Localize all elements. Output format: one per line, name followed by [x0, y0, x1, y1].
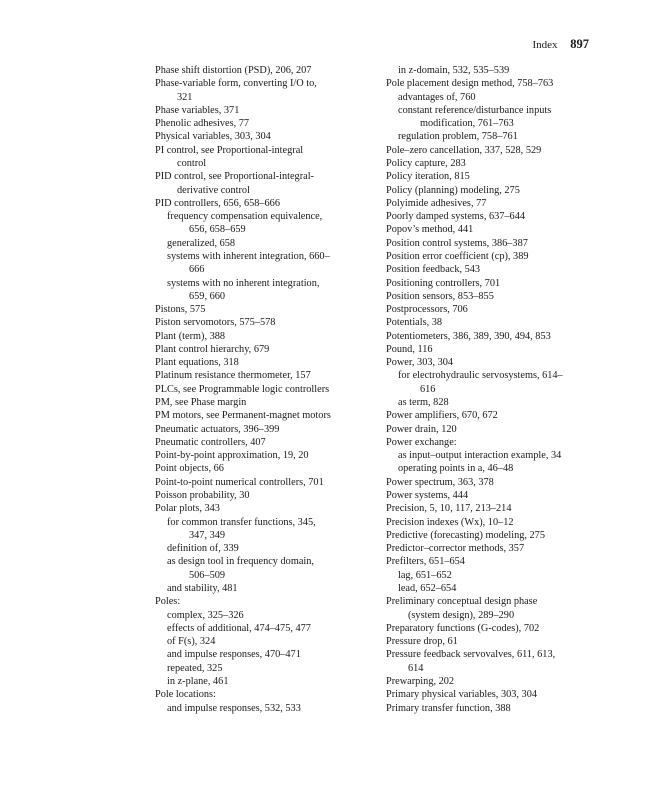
header-index-label: Index: [532, 39, 558, 51]
index-entry: [155, 77, 365, 104]
index-subentry: [155, 635, 365, 648]
index-entry: [386, 675, 596, 688]
entry-line: PM, see Phase margin: [155, 397, 247, 409]
index-subentry: [155, 662, 365, 675]
entry-line: advantages of, 760: [398, 91, 476, 103]
index-entry: [155, 449, 365, 462]
index-subentry: [155, 622, 365, 635]
index-entry: [386, 555, 596, 568]
entry-line: for common transfer functions, 345,: [167, 516, 316, 528]
index-entry: [386, 277, 596, 290]
running-header: [532, 37, 589, 52]
entry-line: Predictive (forecasting) modeling, 275: [386, 529, 545, 541]
entry-line: repeated, 325: [167, 662, 223, 674]
entry-continuation-line: control: [177, 157, 207, 169]
entry-line: Point objects, 66: [155, 463, 224, 475]
entry-line: Primary transfer function, 388: [386, 702, 511, 714]
index-entry: [155, 423, 365, 436]
entry-continuation-line: derivative control: [177, 184, 250, 196]
index-entry: [386, 263, 596, 276]
index-subentry: [155, 609, 365, 622]
index-entry: [155, 343, 365, 356]
entry-line: Phase shift distortion (PSD), 206, 207: [155, 65, 312, 76]
index-entry: [386, 157, 596, 170]
index-entry: [386, 648, 596, 675]
entry-line: effects of additional, 474–475, 477: [167, 622, 311, 634]
index-entry: [386, 502, 596, 515]
entry-line: Popov’s method, 441: [386, 224, 474, 236]
entry-line: Power systems, 444: [386, 490, 469, 501]
entry-continuation-line: 506–509: [189, 569, 226, 581]
entry-continuation-line: 321: [177, 91, 193, 103]
entry-line: Prewarping, 202: [386, 675, 455, 687]
index-entry: [386, 184, 596, 197]
entry-line: PLCs, see Programmable logic controllers: [155, 383, 330, 395]
entry-line: Power exchange:: [386, 436, 457, 448]
index-entry: [386, 144, 596, 157]
page-number: 897: [570, 37, 589, 51]
entry-line: PI control, see Proportional-integral: [155, 144, 304, 156]
index-entry: [386, 197, 596, 210]
entry-line: Policy (planning) modeling, 275: [386, 184, 520, 196]
entry-line: Physical variables, 303, 304: [155, 131, 271, 143]
entry-line: Precision, 5, 10, 117, 213–214: [386, 503, 512, 515]
index-entry: [386, 303, 596, 316]
entry-line: Pneumatic actuators, 396–399: [155, 423, 280, 435]
index-entry: [386, 356, 596, 369]
index-subentry: [155, 277, 365, 304]
entry-line: as term, 828: [398, 397, 449, 409]
index-entry: [155, 436, 365, 449]
entry-line: Phase variables, 371: [155, 104, 240, 116]
index-entry: [155, 409, 365, 422]
entry-continuation-line: modification, 761–763: [420, 118, 514, 130]
entry-line: systems with no inherent integration,: [167, 277, 320, 289]
index-entry: [155, 144, 365, 171]
entry-line: Power, 303, 304: [386, 357, 454, 369]
index-subentry: [155, 702, 365, 715]
index-subentry: [386, 396, 596, 409]
index-entry: [155, 489, 365, 502]
entry-line: generalized, 658: [167, 237, 236, 249]
entry-line: Poisson probability, 30: [155, 490, 250, 501]
index-entry: [386, 595, 596, 622]
index-subentry: [386, 462, 596, 475]
entry-line: Pressure feedback servovalves, 611, 613,: [386, 649, 556, 661]
index-subentry: [155, 210, 365, 237]
entry-line: Preparatory functions (G-codes), 702: [386, 622, 540, 634]
entry-line: Piston servomotors, 575–578: [155, 317, 276, 329]
entry-line: Potentials, 38: [386, 317, 443, 329]
entry-line: of F(s), 324: [167, 636, 216, 648]
index-entry: [386, 330, 596, 343]
entry-line: Pole placement design method, 758–763: [386, 78, 554, 90]
entry-continuation-line: 614: [408, 662, 424, 674]
index-entry: [386, 635, 596, 648]
index-entry: [386, 237, 596, 250]
entry-line: Predictor–corrector methods, 357: [386, 543, 525, 555]
entry-line: Pole–zero cancellation, 337, 528, 529: [386, 144, 542, 156]
index-entry: [386, 489, 596, 502]
entry-line: regulation problem, 758–761: [398, 131, 518, 143]
entry-line: Position error coefficient (cp), 389: [386, 250, 529, 262]
index-subentry: [155, 237, 365, 250]
index-subentry: [386, 582, 596, 595]
index-entry: [386, 77, 596, 90]
index-subentry: [386, 369, 596, 396]
entry-line: as input–output interaction example, 34: [398, 450, 562, 462]
index-entry: [386, 702, 596, 715]
index-column-right: [386, 64, 596, 715]
index-entry: [386, 688, 596, 701]
entry-line: Phenolic adhesives, 77: [155, 118, 250, 130]
index-subentry: [155, 542, 365, 555]
entry-line: as design tool in frequency domain,: [167, 556, 314, 568]
entry-line: and stability, 481: [167, 582, 238, 594]
entry-line: Pneumatic controllers, 407: [155, 436, 266, 448]
index-subentry: [155, 582, 365, 595]
entry-continuation-line: 616: [420, 383, 436, 395]
entry-line: Prefilters, 651–654: [386, 556, 465, 568]
index-entry: [386, 170, 596, 183]
entry-line: Policy capture, 283: [386, 157, 466, 169]
index-entry: [386, 622, 596, 635]
index-entry: [155, 316, 365, 329]
index-entry: [155, 130, 365, 143]
index-subentry: [155, 648, 365, 661]
index-entry: [386, 316, 596, 329]
entry-line: Power drain, 120: [386, 423, 457, 435]
index-entry: [155, 104, 365, 117]
entry-line: Policy iteration, 815: [386, 171, 470, 183]
entry-line: in z-domain, 532, 535–539: [398, 65, 510, 76]
index-entry: [386, 290, 596, 303]
entry-continuation-line: 659, 660: [189, 290, 226, 302]
index-entry: [155, 356, 365, 369]
index-subentry: [386, 64, 596, 77]
entry-line: Plant control hierarchy, 679: [155, 343, 270, 355]
index-entry: [386, 423, 596, 436]
index-subentry: [386, 104, 596, 131]
index-subentry: [386, 569, 596, 582]
entry-line: Potentiometers, 386, 389, 390, 494, 853: [386, 330, 551, 342]
index-entry: [155, 688, 365, 701]
entry-line: Pound, 116: [386, 343, 433, 355]
entry-line: definition of, 339: [167, 543, 239, 555]
index-entry: [155, 383, 365, 396]
index-entry: [155, 170, 365, 197]
entry-line: Power amplifiers, 670, 672: [386, 410, 498, 422]
index-entry: [386, 409, 596, 422]
index-entry: [386, 542, 596, 555]
index-entry: [155, 595, 365, 608]
index-entry: [386, 223, 596, 236]
entry-line: Position control systems, 386–387: [386, 237, 528, 249]
entry-line: for electrohydraulic servosystems, 614–: [398, 370, 563, 382]
index-subentry: [155, 516, 365, 543]
entry-line: and impulse responses, 470–471: [167, 649, 301, 661]
entry-line: Pistons, 575: [155, 304, 206, 316]
entry-line: lead, 652–654: [398, 582, 457, 594]
entry-line: Precision indexes (Wx), 10–12: [386, 516, 514, 528]
index-entry: [386, 529, 596, 542]
index-entry: [386, 250, 596, 263]
index-subentry: [386, 130, 596, 143]
index-entry: [155, 396, 365, 409]
entry-continuation-line: (system design), 289–290: [408, 609, 515, 621]
index-entry: [386, 343, 596, 356]
index-entry: [155, 117, 365, 130]
entry-line: Preliminary conceptual design phase: [386, 596, 538, 608]
index-entry: [155, 476, 365, 489]
entry-line: in z-plane, 461: [167, 675, 229, 687]
entry-line: Polyimide adhesives, 77: [386, 197, 487, 209]
index-subentry: [386, 449, 596, 462]
index-subentry: [155, 675, 365, 688]
entry-continuation-line: 656, 658–659: [189, 224, 246, 236]
entry-line: Position sensors, 853–855: [386, 290, 494, 302]
entry-line: Point-by-point approximation, 19, 20: [155, 450, 309, 462]
entry-line: Plant equations, 318: [155, 357, 239, 369]
index-subentry: [155, 555, 365, 582]
entry-line: complex, 325–326: [167, 609, 244, 621]
entry-line: Pole locations:: [155, 689, 216, 701]
entry-continuation-line: 666: [189, 264, 205, 276]
entry-line: Position feedback, 543: [386, 264, 481, 276]
index-entry: [155, 64, 365, 77]
entry-line: Positioning controllers, 701: [386, 277, 501, 289]
entry-line: Polar plots, 343: [155, 503, 220, 515]
entry-line: Plant (term), 388: [155, 330, 226, 342]
entry-line: PM motors, see Permanent-magnet motors: [155, 410, 331, 422]
index-subentry: [155, 250, 365, 277]
entry-line: Poorly damped systems, 637–644: [386, 211, 526, 223]
entry-line: Pressure drop, 61: [386, 636, 458, 648]
entry-line: PID control, see Proportional-integral-: [155, 171, 314, 183]
entry-continuation-line: 347, 349: [189, 529, 226, 541]
index-entry: [386, 210, 596, 223]
index-entry: [155, 369, 365, 382]
entry-line: Platinum resistance thermometer, 157: [155, 370, 311, 382]
entry-line: Postprocessors, 706: [386, 304, 468, 316]
entry-line: PID controllers, 656, 658–666: [155, 197, 280, 209]
index-entry: [155, 462, 365, 475]
index-entry: [155, 303, 365, 316]
index-subentry: [386, 91, 596, 104]
entry-line: operating points in a, 46–48: [398, 463, 514, 475]
index-column-left: [155, 64, 365, 715]
index-entry: [155, 330, 365, 343]
index-entry: [386, 516, 596, 529]
index-entry: [386, 476, 596, 489]
index-entry: [155, 197, 365, 210]
entry-line: and impulse responses, 532, 533: [167, 702, 301, 714]
entry-line: lag, 651–652: [398, 569, 452, 581]
entry-line: Power spectrum, 363, 378: [386, 476, 494, 488]
entry-line: constant reference/disturbance inputs: [398, 104, 552, 116]
index-entry: [155, 502, 365, 515]
entry-line: Phase-variable form, converting I/O to,: [155, 78, 317, 90]
entry-line: frequency compensation equivalence,: [167, 211, 323, 223]
entry-line: Primary physical variables, 303, 304: [386, 689, 537, 701]
index-entry: [386, 436, 596, 449]
entry-line: Poles:: [155, 596, 181, 608]
entry-line: Point-to-point numerical controllers, 701: [155, 476, 324, 488]
entry-line: systems with inherent integration, 660–: [167, 250, 330, 262]
